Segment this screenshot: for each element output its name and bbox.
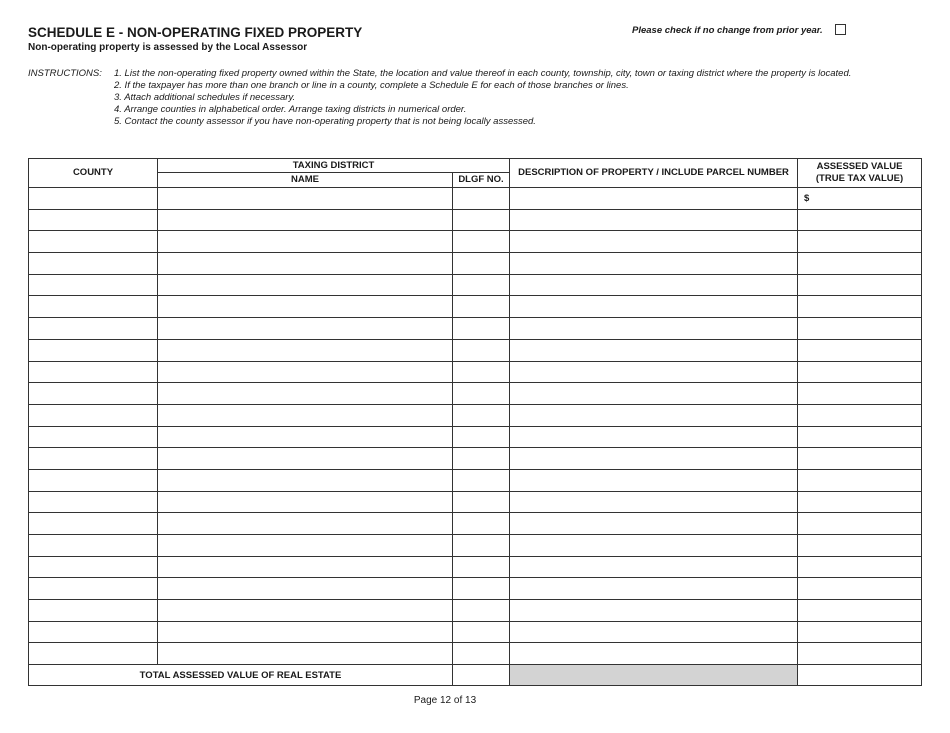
dlgf-cell[interactable] <box>453 556 510 578</box>
county-cell[interactable] <box>29 188 158 210</box>
name-cell[interactable] <box>158 188 453 210</box>
dlgf-cell[interactable] <box>453 535 510 557</box>
total-value-cell[interactable] <box>798 665 922 686</box>
dlgf-cell[interactable] <box>453 491 510 513</box>
assessed-value-cell[interactable] <box>798 318 922 340</box>
total-row <box>29 665 922 686</box>
name-cell[interactable] <box>158 361 453 383</box>
assessed-value-cell[interactable] <box>798 231 922 253</box>
table-row <box>29 274 922 296</box>
description-cell[interactable] <box>510 643 798 665</box>
page-number: Page 12 of 13 <box>413 695 477 706</box>
county-cell[interactable] <box>29 513 158 535</box>
assessed-value-cell[interactable] <box>798 491 922 513</box>
total-dlgf-cell <box>453 665 510 686</box>
county-cell[interactable] <box>29 274 158 296</box>
description-cell[interactable] <box>510 231 798 253</box>
dlgf-cell[interactable] <box>453 361 510 383</box>
county-cell[interactable] <box>29 209 158 231</box>
description-cell[interactable] <box>510 296 798 318</box>
assessed-value-cell[interactable] <box>798 600 922 622</box>
table-row <box>29 491 922 513</box>
table-row <box>29 535 922 557</box>
assessed-value-cell[interactable] <box>798 448 922 470</box>
table-row <box>29 513 922 535</box>
assessed-value-cell[interactable] <box>798 253 922 275</box>
table-row <box>29 621 922 643</box>
name-header: NAME <box>158 173 453 188</box>
name-cell[interactable] <box>158 513 453 535</box>
description-cell[interactable] <box>510 621 798 643</box>
description-header: DESCRIPTION OF PROPERTY / INCLUDE PARCEL NUMBER <box>510 159 798 188</box>
assessed-value-cell[interactable]: $ <box>798 188 922 210</box>
name-cell[interactable] <box>158 231 453 253</box>
table-row <box>29 404 922 426</box>
county-cell[interactable] <box>29 448 158 470</box>
name-cell[interactable] <box>158 253 453 275</box>
name-cell[interactable] <box>158 426 453 448</box>
description-cell[interactable] <box>510 318 798 340</box>
name-cell[interactable] <box>158 296 453 318</box>
county-cell[interactable] <box>29 231 158 253</box>
dlgf-cell[interactable] <box>453 274 510 296</box>
dlgf-cell[interactable] <box>453 643 510 665</box>
name-cell[interactable] <box>158 621 453 643</box>
name-cell[interactable] <box>158 274 453 296</box>
assessed-value-cell[interactable] <box>798 621 922 643</box>
table-row <box>29 231 922 253</box>
county-cell[interactable] <box>29 556 158 578</box>
county-cell[interactable] <box>29 621 158 643</box>
assessed-value-cell[interactable] <box>798 339 922 361</box>
description-cell[interactable] <box>510 274 798 296</box>
description-cell[interactable] <box>510 513 798 535</box>
county-cell[interactable] <box>29 426 158 448</box>
name-cell[interactable] <box>158 404 453 426</box>
name-cell[interactable] <box>158 469 453 491</box>
county-cell[interactable] <box>29 339 158 361</box>
assessed-value-header-line2: (TRUE TAX VALUE) <box>815 173 904 184</box>
name-cell[interactable] <box>158 383 453 405</box>
schedule-subtitle: Non-operating property is assessed by the Local Assessor <box>28 42 308 53</box>
dlgf-cell[interactable] <box>453 621 510 643</box>
county-header: COUNTY <box>29 159 158 188</box>
county-cell[interactable] <box>29 643 158 665</box>
table-row <box>29 600 922 622</box>
assessed-value-cell[interactable] <box>798 469 922 491</box>
description-cell[interactable] <box>510 209 798 231</box>
county-cell[interactable] <box>29 318 158 340</box>
county-cell[interactable] <box>29 361 158 383</box>
county-cell[interactable] <box>29 296 158 318</box>
table-row <box>29 556 922 578</box>
no-change-checkbox[interactable] <box>835 24 846 35</box>
table-row <box>29 361 922 383</box>
table-row <box>29 209 922 231</box>
table-row <box>29 578 922 600</box>
name-cell[interactable] <box>158 556 453 578</box>
instruction-item: 1. List the non-operating fixed property owned within the State, the location and value thereof in each county, township, city, town or taxing district where the property is located. <box>114 68 852 79</box>
county-cell[interactable] <box>29 491 158 513</box>
assessed-value-cell[interactable] <box>798 643 922 665</box>
name-cell[interactable] <box>158 318 453 340</box>
description-cell[interactable] <box>510 339 798 361</box>
description-cell[interactable] <box>510 578 798 600</box>
dlgf-cell[interactable] <box>453 339 510 361</box>
dlgf-cell[interactable] <box>453 318 510 340</box>
assessed-value-header <box>798 159 922 188</box>
instructions-label: INSTRUCTIONS: <box>28 68 102 79</box>
schedule-title: SCHEDULE E - NON-OPERATING FIXED PROPERTY <box>28 25 363 40</box>
description-cell[interactable] <box>510 253 798 275</box>
total-shaded-cell <box>510 665 798 686</box>
dlgf-cell[interactable] <box>453 600 510 622</box>
description-cell[interactable] <box>510 448 798 470</box>
instruction-item: 3. Attach additional schedules if necessary. <box>114 92 296 103</box>
name-cell[interactable] <box>158 339 453 361</box>
description-cell[interactable] <box>510 404 798 426</box>
dlgf-cell[interactable] <box>453 253 510 275</box>
dlgf-cell[interactable] <box>453 469 510 491</box>
county-cell[interactable] <box>29 578 158 600</box>
description-cell[interactable] <box>510 361 798 383</box>
dlgf-header: DLGF NO. <box>453 173 510 188</box>
county-cell[interactable] <box>29 253 158 275</box>
table-row <box>29 383 922 405</box>
no-change-label: Please check if no change from prior year. <box>632 25 823 36</box>
county-cell[interactable] <box>29 383 158 405</box>
name-cell[interactable] <box>158 578 453 600</box>
dlgf-cell[interactable] <box>453 404 510 426</box>
name-cell[interactable] <box>158 448 453 470</box>
description-cell[interactable] <box>510 556 798 578</box>
instruction-item: 5. Contact the county assessor if you have non-operating property that is not being locally assessed. <box>114 116 536 127</box>
table-row <box>29 643 922 665</box>
dlgf-cell[interactable] <box>453 426 510 448</box>
dlgf-cell[interactable] <box>453 578 510 600</box>
table-row <box>29 318 922 340</box>
assessed-value-cell[interactable] <box>798 426 922 448</box>
dlgf-cell[interactable] <box>453 209 510 231</box>
table-row <box>29 469 922 491</box>
assessed-value-header-line1: ASSESSED VALUE <box>816 161 903 172</box>
table-row <box>29 253 922 275</box>
description-cell[interactable] <box>510 469 798 491</box>
dlgf-cell[interactable] <box>453 383 510 405</box>
description-cell[interactable] <box>510 426 798 448</box>
county-cell[interactable] <box>29 404 158 426</box>
name-cell[interactable] <box>158 643 453 665</box>
dlgf-cell[interactable] <box>453 296 510 318</box>
table-row <box>29 296 922 318</box>
description-cell[interactable] <box>510 383 798 405</box>
assessed-value-cell[interactable] <box>798 513 922 535</box>
name-cell[interactable] <box>158 600 453 622</box>
assessed-value-cell[interactable] <box>798 296 922 318</box>
description-cell[interactable] <box>510 535 798 557</box>
assessed-value-cell[interactable] <box>798 361 922 383</box>
county-cell[interactable] <box>29 600 158 622</box>
assessed-value-cell[interactable] <box>798 556 922 578</box>
description-cell[interactable] <box>510 491 798 513</box>
name-cell[interactable] <box>158 491 453 513</box>
description-cell[interactable] <box>510 188 798 210</box>
dlgf-cell[interactable] <box>453 188 510 210</box>
total-label: TOTAL ASSESSED VALUE OF REAL ESTATE <box>29 665 453 686</box>
assessed-value-cell[interactable] <box>798 578 922 600</box>
county-cell[interactable] <box>29 535 158 557</box>
dlgf-cell[interactable] <box>453 231 510 253</box>
assessed-value-cell[interactable] <box>798 383 922 405</box>
assessed-value-cell[interactable] <box>798 274 922 296</box>
county-cell[interactable] <box>29 469 158 491</box>
table-row <box>29 188 922 210</box>
table-row <box>29 448 922 470</box>
dlgf-cell[interactable] <box>453 448 510 470</box>
dlgf-cell[interactable] <box>453 513 510 535</box>
assessed-value-cell[interactable] <box>798 404 922 426</box>
property-table <box>28 158 922 686</box>
table-row <box>29 426 922 448</box>
assessed-value-cell[interactable] <box>798 535 922 557</box>
instruction-item: 4. Arrange counties in alphabetical order. Arrange taxing districts in numerical order. <box>114 104 467 115</box>
assessed-value-cell[interactable] <box>798 209 922 231</box>
description-cell[interactable] <box>510 600 798 622</box>
table-body <box>29 188 922 665</box>
name-cell[interactable] <box>158 209 453 231</box>
table-row <box>29 339 922 361</box>
taxing-district-header: TAXING DISTRICT <box>158 159 510 173</box>
instruction-item: 2. If the taxpayer has more than one branch or line in a county, complete a Schedule E for each of those branches or lines. <box>114 80 629 91</box>
name-cell[interactable] <box>158 535 453 557</box>
